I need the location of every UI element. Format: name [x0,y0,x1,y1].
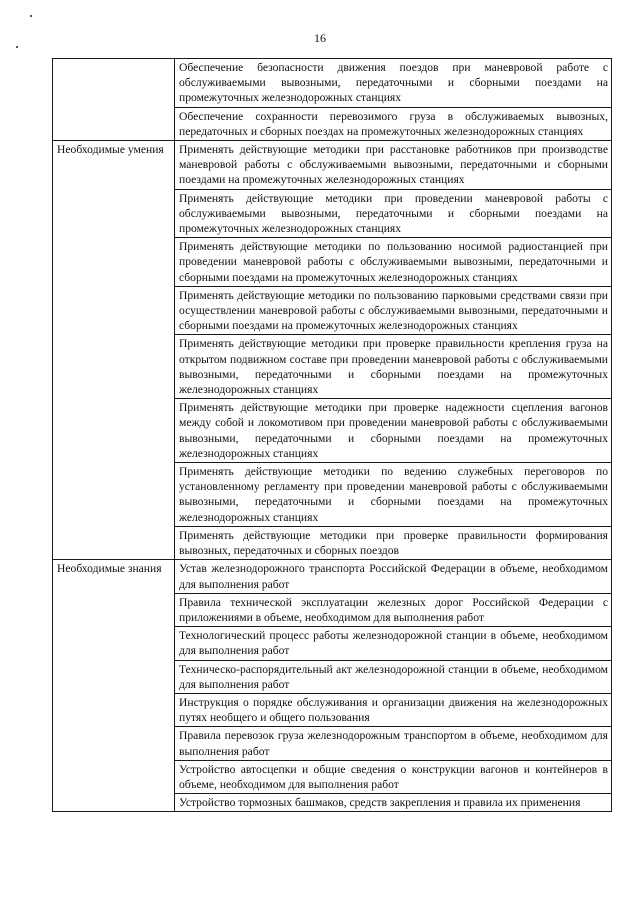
page-number: 16 [314,31,326,45]
table-cell: Применять действующие методики при расстановке работников при производстве маневровой работы с обслуживаемыми вывозными, передаточными и сборными поездами на промежуточных железнодорожных станциях [175,141,612,190]
skills-label: Необходимые умения [53,141,175,560]
table-cell: Применять действующие методики при проверке правильности формирования вывозных, передаточных и сборных поездов [175,526,612,559]
table-cell: Применять действующие методики при проверке правильности крепления груза на открытом подвижном составе при проведении маневровой работы с обслуживаемыми вывозными, передаточными и сборными поездами на промежуточных железнодорожных станциях [175,335,612,399]
table-row [53,560,612,593]
table-cell: Инструкция о порядке обслуживания и организации движения на железнодорожных путях необщего и общего пользования [175,693,612,726]
scan-speck [16,46,18,48]
table-cell: Применять действующие методики по ведению служебных переговоров по установленному регламенту при проведении маневровой работы с обслуживаемыми вывозными, передаточными и сборными поездами на промежуточных железнодорожных станциях [175,463,612,527]
table-cell: Применять действующие методики по пользованию носимой радиостанцией при проведении маневровой работы с обслуживаемыми вывозными, передаточными и сборными поездами на промежуточных железнодорожных станциях [175,238,612,287]
competency-table [52,58,612,812]
table-cell: Устройство автосцепки и общие сведения о конструкции вагонов и контейнеров в объеме, необходимом для выполнения работ [175,760,612,793]
table-cell: Технологический процесс работы железнодорожной станции в объеме, необходимом для выполнения работ [175,627,612,660]
table-cell: Применять действующие методики при проверке надежности сцепления вагонов между собой и локомотивом при проведении маневровой работы с обслуживаемыми вывозными, передаточными и сборными поездами на промежуточных железнодорожных станциях [175,399,612,463]
table-cell: Обеспечение сохранности перевозимого груза в обслуживаемых вывозных, передаточных и сборных поездах на промежуточных железнодорожных станциях [175,107,612,140]
table-cell: Правила технической эксплуатации железных дорог Российской Федерации с приложениями в объеме, необходимом для выполнения работ [175,593,612,626]
scan-speck [30,15,32,17]
table-cell: Устройство тормозных башмаков, средств закрепления и правила их применения [175,794,612,812]
table-cell: Применять действующие методики при проведении маневровой работы с обслуживаемыми вывозными, передаточными и сборными поездами на промежуточных железнодорожных станциях [175,189,612,238]
knowledge-label: Необходимые знания [53,560,175,812]
table-cell: Устав железнодорожного транспорта Российской Федерации в объеме, необходимом для выполнения работ [175,560,612,593]
row-label-empty [53,59,175,141]
table-cell: Техническо-распорядительный акт железнодорожной станции в объеме, необходимом для выполнения работ [175,660,612,693]
table-cell: Обеспечение безопасности движения поездов при маневровой работе с обслуживаемыми вывозными, передаточными и сборными поездами на промежуточных железнодорожных станциях [175,59,612,108]
table-cell: Применять действующие методики по пользованию парковыми средствами связи при осуществлении маневровой работы с обслуживаемыми вывозными, передаточными и сборными поездами на промежуточных железнодорожных станциях [175,286,612,335]
table-row [53,59,612,108]
table-row [53,141,612,190]
table-cell: Правила перевозок груза железнодорожным транспортом в объеме, необходимом для выполнения работ [175,727,612,760]
